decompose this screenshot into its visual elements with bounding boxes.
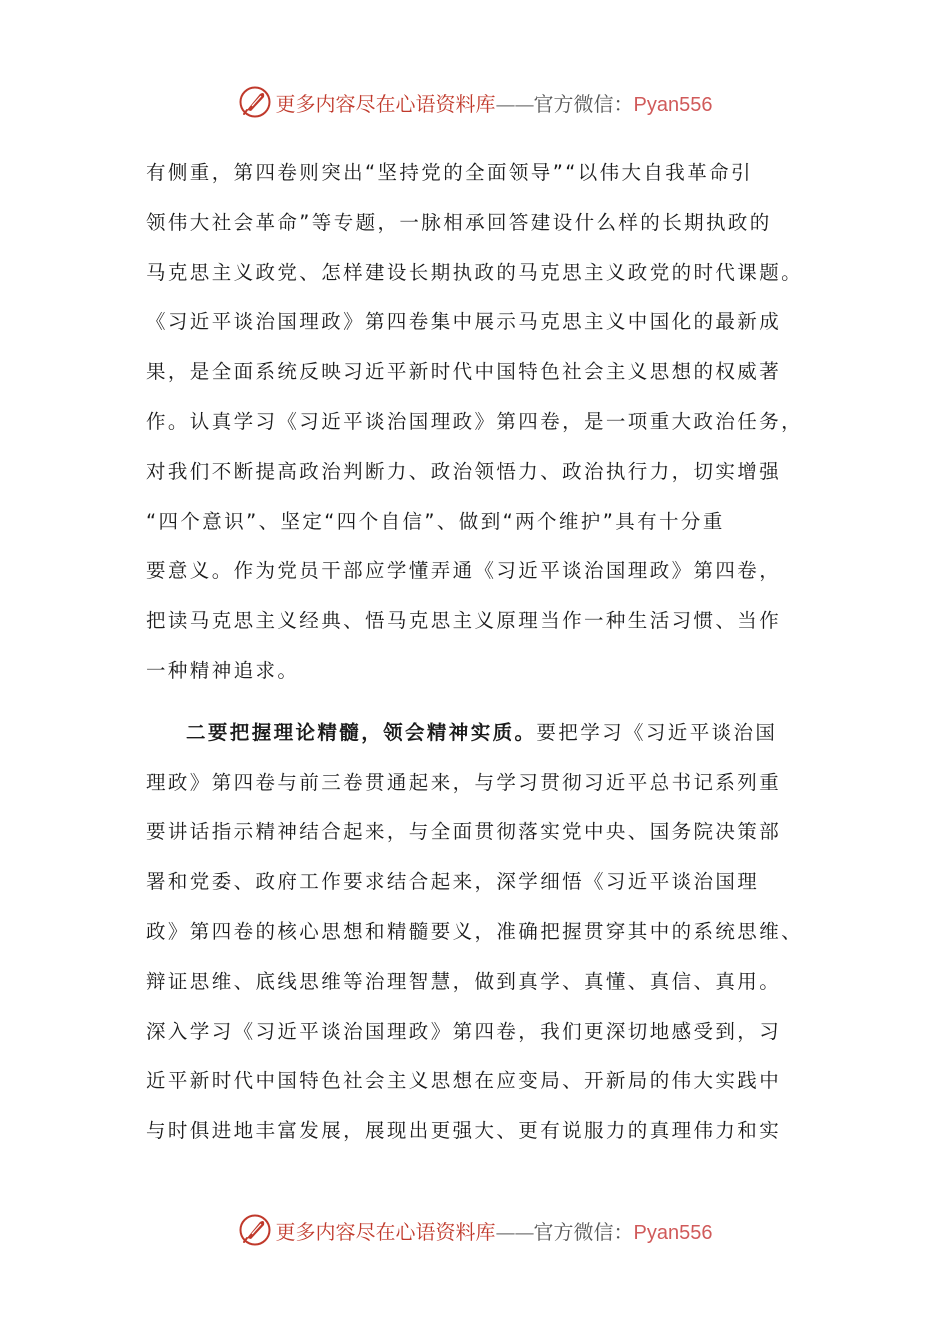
paragraph-2 <box>146 708 816 1156</box>
text-line: 对我们不断提高政治判断力、政治领悟力、政治执行力，切实增强 <box>146 459 782 483</box>
text-line: 要讲话指示精神结合起来，与全面贯彻落实党中央、国务院决策部 <box>146 820 782 844</box>
section-heading: 二要把握理论精髓，领会精神实质。 <box>186 720 537 744</box>
brand-text: 更多内容尽在心语资料库 <box>275 91 496 116</box>
text-line: 作。认真学习《习近平谈治国理政》第四卷，是一项重大政治任务， <box>146 409 804 433</box>
wechat-id: Pyan556 <box>633 93 713 116</box>
text-line: 要意义。作为党员干部应学懂弄通《习近平谈治国理政》第四卷， <box>146 559 782 583</box>
footer-banner <box>0 1208 950 1252</box>
text-line: 与时俱进地丰富发展，展现出更强大、更有说服力的真理伟力和实 <box>146 1119 782 1143</box>
brand-separator: —— <box>495 91 534 116</box>
text-line: 理政》第四卷与前三卷贯通起来，与学习贯彻习近平总书记系列重 <box>146 770 782 794</box>
text-line: 辩证思维、底线思维等治理智慧，做到真学、真懂、真信、真用。 <box>146 969 782 993</box>
wechat-id: Pyan556 <box>633 1221 713 1244</box>
text-line: 领伟大社会革命”等专题，一脉相承回答建设什么样的长期执政的 <box>146 210 772 234</box>
quill-circle-logo-icon <box>238 85 272 119</box>
text-line: 有侧重，第四卷则突出“坚持党的全面领导”“以伟大自我革命引 <box>146 161 753 184</box>
paragraph-2-first-line <box>146 708 816 758</box>
wechat-label: 官方微信： <box>533 91 634 116</box>
text-line: 政》第四卷的核心思想和精髓要义，准确把握贯穿其中的系统思维、 <box>146 919 804 943</box>
text-line: 把读马克思主义经典、悟马克思主义原理当作一种生活习惯、当作 <box>146 609 782 633</box>
header-banner <box>0 80 950 124</box>
text-line: 果，是全面系统反映习近平新时代中国特色社会主义思想的权威著 <box>146 360 782 384</box>
quill-circle-logo-icon <box>238 1213 272 1247</box>
text-line: 署和党委、政府工作要求结合起来，深学细悟《习近平谈治国理 <box>146 870 760 894</box>
text-line: “四个意识”、坚定“四个自信”、做到“两个维护”具有十分重 <box>146 509 725 533</box>
brand-text: 更多内容尽在心语资料库 <box>275 1219 496 1244</box>
paragraph-1 <box>146 148 816 696</box>
wechat-label: 官方微信： <box>533 1219 634 1244</box>
text-line: 马克思主义政党、怎样建设长期执政的马克思主义政党的时代课题。 <box>146 260 804 284</box>
text-line: 近平新时代中国特色社会主义思想在应变局、开新局的伟大实践中 <box>146 1069 782 1093</box>
document-body <box>146 148 816 1156</box>
text-line: 一种精神追求。 <box>146 658 300 682</box>
text-line: 《习近平谈治国理政》第四卷集中展示马克思主义中国化的最新成 <box>146 310 782 334</box>
text-span: 要把学习《习近平谈治国 <box>536 720 778 744</box>
brand-separator: —— <box>495 1219 534 1244</box>
text-line: 深入学习《习近平谈治国理政》第四卷，我们更深切地感受到，习 <box>146 1019 782 1043</box>
